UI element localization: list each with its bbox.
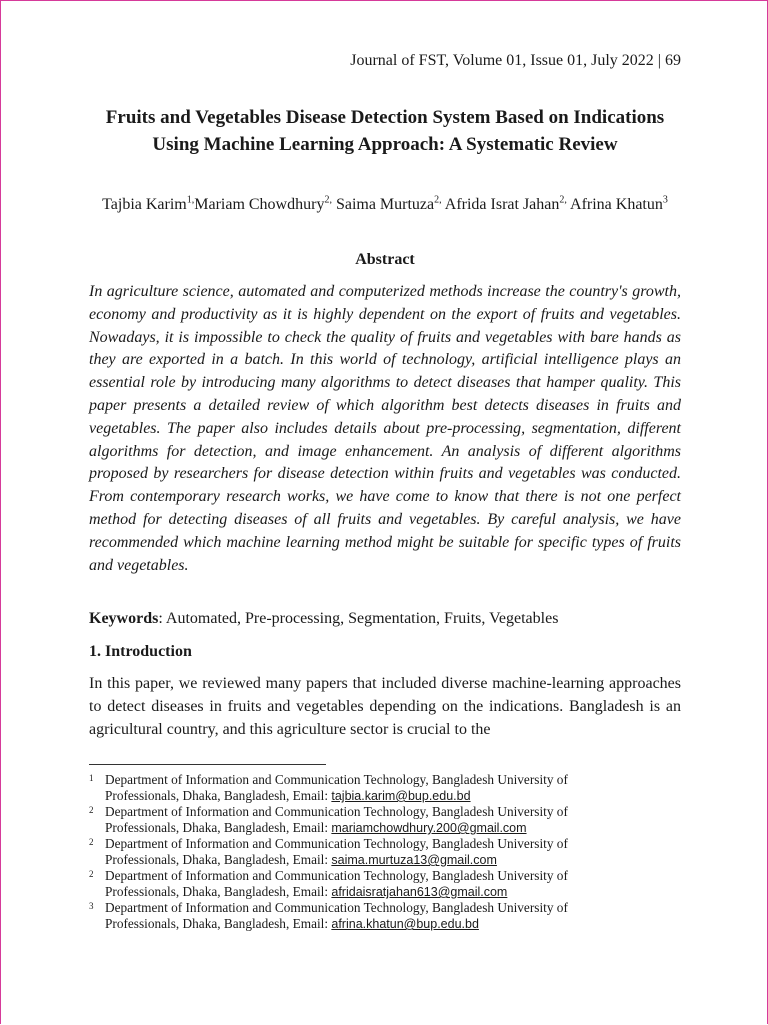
author-name: Saima Murtuza [335, 196, 435, 213]
author-name: Afrina Khatun [570, 196, 663, 213]
footnote-mark: 2 [89, 837, 94, 847]
email-link[interactable]: afridaisratjahan613@gmail.com [331, 885, 508, 899]
keywords-line [89, 608, 681, 630]
footnote-location-line [105, 820, 689, 836]
footnote-location: Professionals, Dhaka, Bangladesh, Email: [105, 852, 332, 867]
author-name: Tajbia Karim [102, 196, 187, 213]
footnote-mark: 1 [89, 773, 94, 783]
author-affiliation-mark: 3 [662, 194, 668, 206]
abstract-text: In agriculture science, automated and computerized methods increase the country's growth, economy and productivity as it is highly dependent on the export of fruits and vegetables. Nowadays, it is impossible to check the quality of fruits and vegetables with bare hands as they are exported in a batch. In this world of technology, artificial intelligence plays an essential role by introducing many algorithms to detect diseases that hamper quality. This paper presents a detailed review of which algorithm best detects diseases in fruits and vegetables. The paper also includes details about pre-processing, segmentation, different algorithms for detection, and image enhancement. An analysis of different algorithms proposed by researchers for disease detection within fruits and vegetables was conducted. From contemporary research works, we have come to know that there is not one perfect method for detecting diseases of all fruits and vegetables. By careful analysis, we have recommended which machine learning method might be suitable for specific types of fruits and vegetables. [89, 283, 681, 574]
running-head: Journal of FST, Volume 01, Issue 01, July 2022 | 69 [350, 52, 681, 69]
email-link[interactable]: tajbia.karim@bup.edu.bd [331, 789, 471, 803]
keywords-list: : Automated, Pre-processing, Segmentation, Fruits, Vegetables [158, 610, 559, 627]
footnote-mark: 2 [89, 869, 94, 879]
footnote-location: Professionals, Dhaka, Bangladesh, Email: [105, 916, 332, 931]
email-link[interactable]: afrina.khatun@bup.edu.bd [331, 917, 479, 931]
footnote-affiliation: Department of Information and Communication Technology, Bangladesh University of [105, 900, 568, 915]
footnote-location: Professionals, Dhaka, Bangladesh, Email: [105, 820, 332, 835]
footnote [89, 772, 689, 804]
footnotes [89, 772, 689, 932]
abstract-heading: Abstract [355, 251, 415, 268]
author-list [89, 194, 681, 215]
paper-page [1, 1, 768, 1025]
footnote-affiliation: Department of Information and Communication Technology, Bangladesh University of [105, 868, 568, 883]
email-link[interactable]: saima.murtuza13@gmail.com [331, 853, 497, 867]
footnote-location-line [105, 884, 689, 900]
footnote [89, 868, 689, 900]
section-heading-introduction: 1. Introduction [89, 643, 192, 660]
author-affiliation-mark: 2, [324, 194, 332, 206]
paper-title: Fruits and Vegetables Disease Detection System Based on Indications Using Machine Learning Approach: A Systematic Review [105, 107, 665, 155]
footnote-location-line [105, 788, 689, 804]
footnote-location-line [105, 916, 689, 932]
footnote-location: Professionals, Dhaka, Bangladesh, Email: [105, 788, 332, 803]
footnote-affiliation: Department of Information and Communication Technology, Bangladesh University of [105, 772, 568, 787]
footnote-mark: 2 [89, 805, 94, 815]
footnote-divider [89, 764, 326, 765]
author-affiliation-mark: 1, [186, 194, 195, 206]
introduction-text: In this paper, we reviewed many papers that included diverse machine-learning approaches to detect diseases in fruits and vegetables depending on the indications. Bangladesh is an agricultural country, and this agriculture sector is crucial to the [89, 675, 681, 738]
footnote [89, 836, 689, 868]
author-affiliation-mark: 2, [559, 194, 567, 206]
author-affiliation-mark: 2, [434, 194, 442, 206]
author-name: Afrida Israt Jahan [444, 196, 560, 213]
author-name: Mariam Chowdhury [194, 196, 325, 213]
footnote-location-line [105, 852, 689, 868]
email-link[interactable]: mariamchowdhury.200@gmail.com [331, 821, 527, 835]
footnote-location: Professionals, Dhaka, Bangladesh, Email: [105, 884, 332, 899]
footnote [89, 900, 689, 932]
footnote [89, 804, 689, 836]
footnote-affiliation: Department of Information and Communication Technology, Bangladesh University of [105, 804, 568, 819]
footnote-affiliation: Department of Information and Communication Technology, Bangladesh University of [105, 836, 568, 851]
footnote-mark: 3 [89, 901, 94, 911]
keywords-label: Keywords [89, 610, 159, 627]
